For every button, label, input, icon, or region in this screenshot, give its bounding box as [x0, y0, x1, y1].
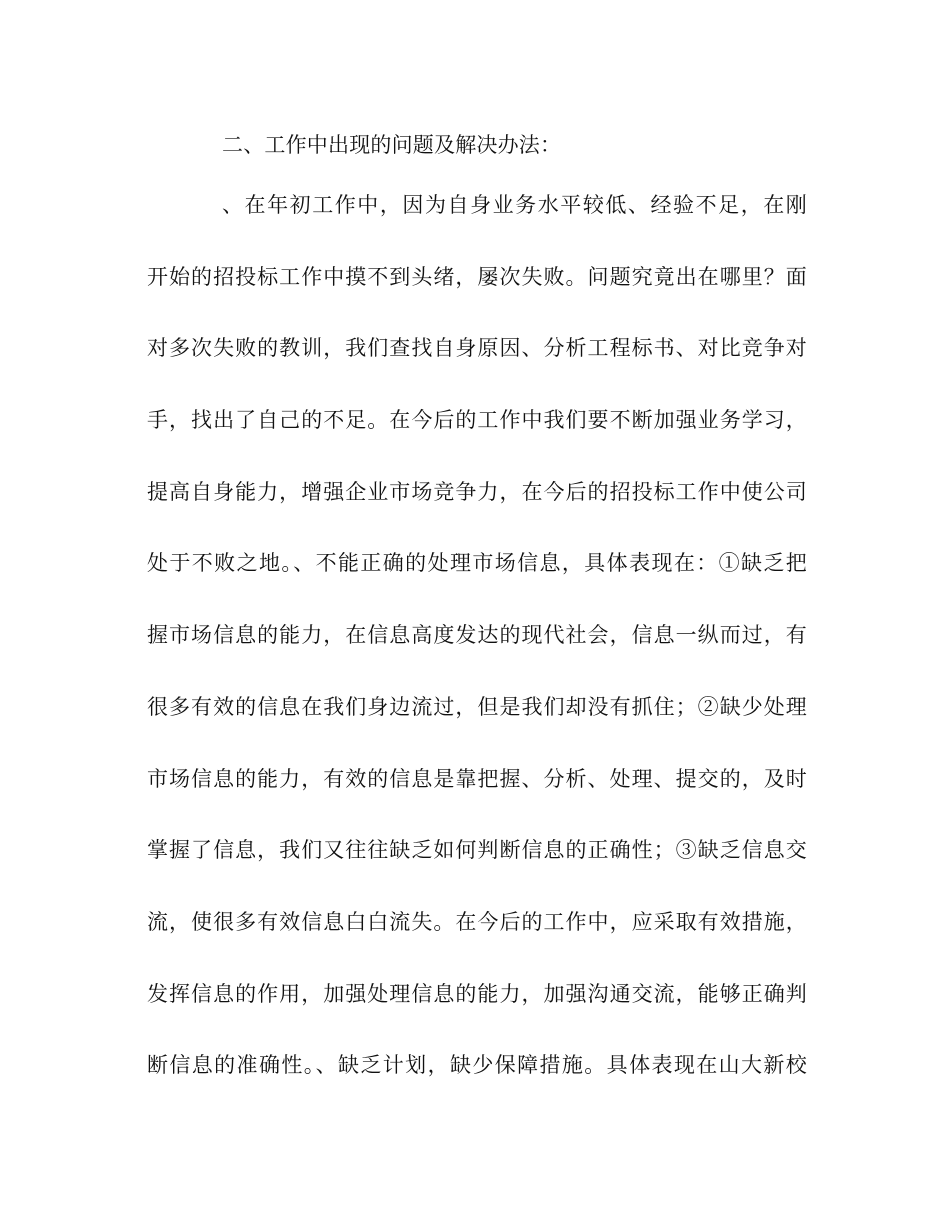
paragraph-line: 发挥信息的作用，加强处理信息的能力，加强沟通交流，能够正确判	[147, 982, 807, 1006]
paragraph-line: 市场信息的能力，有效的信息是靠把握、分析、处理、提交的，及时	[147, 767, 807, 791]
paragraph-line: 提高自身能力，增强企业市场竞争力，在今后的招投标工作中使公司	[147, 480, 807, 504]
paragraph-line: 、在年初工作中，因为自身业务水平较低、经验不足，在刚	[222, 193, 807, 217]
paragraph-line: 处于不败之地。、不能正确的处理市场信息，具体表现在：①缺乏把	[147, 551, 807, 575]
paragraph-line: 手，找出了自己的不足。在今后的工作中我们要不断加强业务学习，	[147, 408, 807, 432]
paragraph-line: 握市场信息的能力，在信息高度发达的现代社会，信息一纵而过，有	[147, 623, 807, 647]
paragraph-line: 断信息的准确性。、缺乏计划，缺少保障措施。具体表现在山大新校	[147, 1053, 807, 1077]
paragraph-line: 很多有效的信息在我们身边流过，但是我们却没有抓住；②缺少处理	[147, 695, 807, 719]
section-heading: 二、工作中出现的问题及解决办法：	[222, 133, 562, 157]
paragraph-line: 流，使很多有效信息白白流失。在今后的工作中，应采取有效措施，	[147, 910, 807, 934]
paragraph-line: 开始的招投标工作中摸不到头绪，屡次失败。问题究竟出在哪里？面	[147, 265, 807, 289]
paragraph-line: 掌握了信息，我们又往往缺乏如何判断信息的正确性；③缺乏信息交	[147, 838, 807, 862]
paragraph-line: 对多次失败的教训，我们查找自身原因、分析工程标书、对比竞争对	[147, 336, 807, 360]
